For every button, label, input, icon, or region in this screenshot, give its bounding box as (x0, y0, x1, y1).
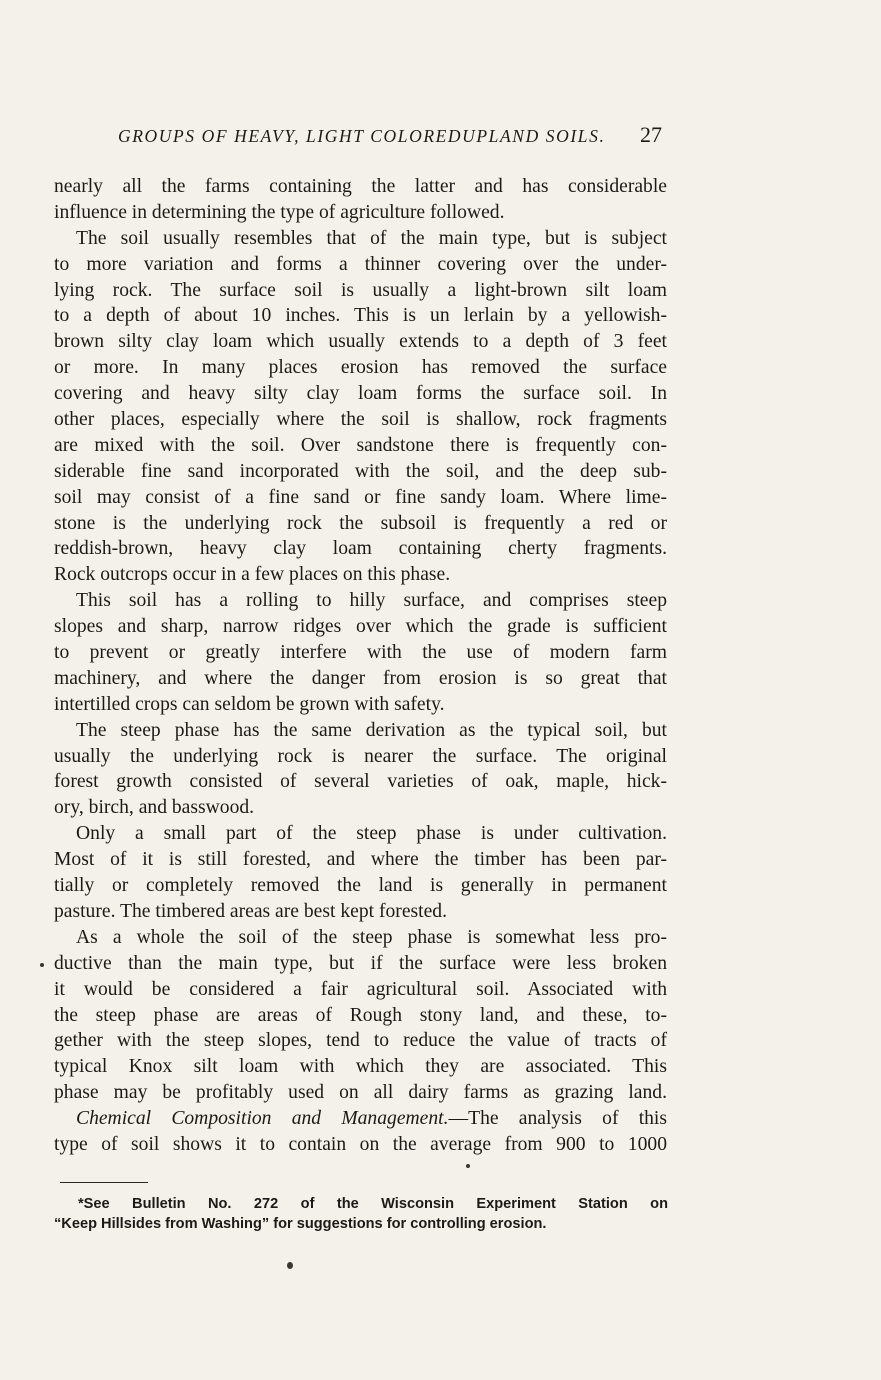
text-line: This soil has a rolling to hilly surface, and comprises steep (76, 590, 667, 612)
footnote-rule (60, 1182, 148, 1183)
text-line: The steep phase has the same derivation as the typical soil, but (76, 719, 667, 741)
footnote-line: *See Bulletin No. 272 of the Wisconsin Experiment Station on (78, 1196, 668, 1212)
footnote-line: “Keep Hillsides from Washing” for suggestions for controlling erosion. (54, 1216, 547, 1232)
text-line: are mixed with the soil. Over sandstone there is frequently con- (54, 434, 667, 456)
text-line: covering and heavy silty clay loam forms the surface soil. In (54, 383, 667, 405)
paragraph-2 (54, 226, 667, 588)
text-line: soil may consist of a fine sand or fine sandy loam. Where lime- (54, 486, 667, 508)
running-head: GROUPS OF HEAVY, LIGHT COLOREDUPLAND SOILS. (118, 126, 606, 146)
text-line: gether with the steep slopes, tend to reduce the value of tracts of (54, 1030, 667, 1052)
text-line: pasture. The timbered areas are best kept forested. (54, 900, 447, 922)
text-line: brown silty clay loam which usually extends to a depth of 3 feet (54, 331, 667, 353)
page-number: 27 (640, 122, 662, 147)
paragraph-4 (54, 718, 667, 822)
text-line: Rock outcrops occur in a few places on this phase. (54, 564, 451, 586)
text-line: slopes and sharp, narrow ridges over which the grade is sufficient (54, 616, 667, 638)
text-line: to a depth of about 10 inches. This is un lerlain by a yellowish- (54, 305, 667, 327)
text-line: stone is the underlying rock the subsoil is frequently a red or (54, 512, 667, 534)
text-line: reddish-brown, heavy clay loam containing cherty fragments. (54, 538, 667, 560)
text-line: phase may be profitably used on all dairy farms as grazing land. (54, 1082, 667, 1104)
text-line: it would be considered a fair agricultural soil. Associated with (54, 978, 667, 1000)
text-line (54, 1106, 667, 1132)
page-header (118, 122, 670, 152)
ink-speck (40, 963, 44, 967)
text-line: ductive than the main type, but if the surface were less broken (54, 952, 667, 974)
section-lead-in: Chemical Composition and Management. (76, 1108, 449, 1130)
text-line: machinery, and where the danger from erosion is so great that (54, 667, 667, 689)
text-line: Only a small part of the steep phase is under cultivation. (76, 823, 667, 845)
paragraph-3 (54, 588, 667, 717)
text-line: usually the underlying rock is nearer the surface. The original (54, 745, 667, 767)
text-line: to prevent or greatly interfere with the use of modern farm (54, 642, 667, 664)
text-line: nearly all the farms containing the latter and has considerable (54, 176, 667, 197)
text-line: typical Knox silt loam with which they are associated. This (54, 1056, 667, 1078)
text-line: The soil usually resembles that of the main type, but is subject (76, 227, 667, 249)
text-line: tially or completely removed the land is generally in permanent (54, 875, 667, 897)
text-line: As a whole the soil of the steep phase is somewhat less pro- (76, 926, 667, 948)
text-line: to more variation and forms a thinner covering over the under- (54, 253, 667, 275)
text-line: lying rock. The surface soil is usually a light-brown silt loam (54, 279, 667, 301)
text-line: ory, birch, and basswood. (54, 797, 255, 819)
paragraph-6 (54, 925, 667, 1106)
paragraph-7 (54, 1106, 667, 1158)
text-run: —The analysis of this (448, 1108, 667, 1130)
text-line: type of soil shows it to contain on the average from 900 to 1000 (54, 1133, 667, 1155)
text-line: forest growth consisted of several varieties of oak, maple, hick- (54, 771, 667, 793)
text-line: other places, especially where the soil is shallow, rock fragments (54, 409, 667, 431)
text-line: Most of it is still forested, and where the timber has been par- (54, 849, 667, 871)
text-line: the steep phase are areas of Rough stony land, and these, to- (54, 1004, 667, 1026)
body-text (54, 174, 667, 1158)
paragraph-1 (54, 174, 667, 226)
text-line: or more. In many places erosion has removed the surface (54, 357, 667, 379)
paragraph-5 (54, 821, 667, 925)
text-line: intertilled crops can seldom be grown with safety. (54, 693, 445, 715)
ink-speck (287, 1262, 293, 1269)
ink-speck (466, 1164, 470, 1168)
text-line: influence in determining the type of agriculture followed. (54, 201, 505, 223)
text-line: siderable fine sand incorporated with the soil, and the deep sub- (54, 460, 667, 482)
footnote (54, 1194, 668, 1234)
